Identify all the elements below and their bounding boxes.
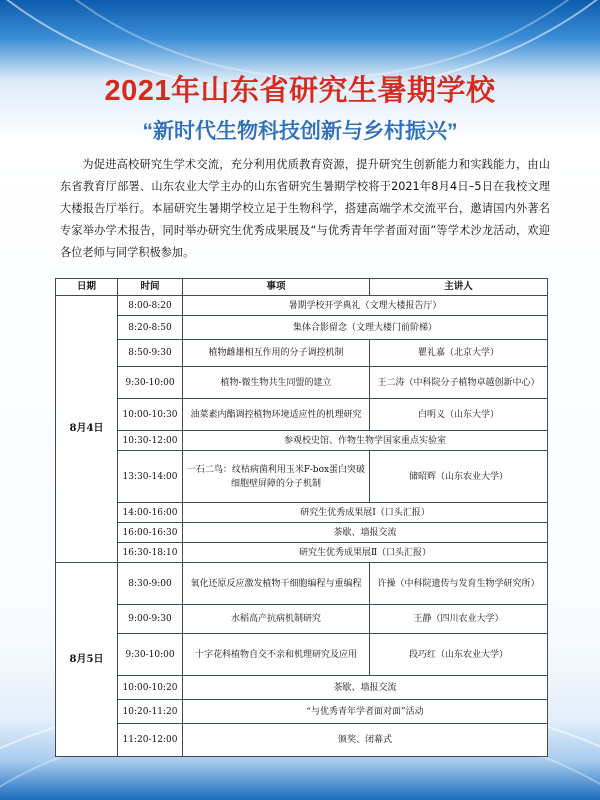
row-time: 14:00-16:00: [118, 503, 183, 523]
row-time: 10:30-12:00: [118, 431, 183, 451]
row-time: 9:30-10:00: [118, 367, 183, 399]
table-row: [56, 523, 548, 543]
table-row: [56, 563, 548, 605]
header-speaker: 主讲人: [370, 279, 548, 296]
table-row: [56, 634, 548, 676]
row-time: 16:30-18:10: [118, 543, 183, 563]
row-time: 9:00-9:30: [118, 605, 183, 634]
table-row: [56, 399, 548, 431]
row-time: 10:00-10:20: [118, 676, 183, 700]
schedule-table: [55, 278, 548, 757]
table-row: [56, 431, 548, 451]
row-event: 集体合影留念（文理大楼门前阶梯）: [183, 316, 548, 340]
row-speaker: 王二涛（中科院分子植物卓越创新中心）: [370, 367, 548, 399]
row-event: 植物雌雄相互作用的分子调控机制: [183, 340, 370, 367]
table-row: [56, 451, 548, 503]
table-row: [56, 700, 548, 724]
header-event: 事项: [183, 279, 370, 296]
intro-paragraph: 为促进高校研究生学术交流，充分利用优质教育资源，提升研究生创新能力和实践能力，由山东省教育厅部署、山东农业大学主办的山东省研究生暑期学校将于2021年8月4日–5日在我校文理大楼报告厅举行。本届研究生暑期学校立足于生物科学，搭建高端学术交流平台，邀请国内外著名专家举办学术报告，同时举办研究生优秀成果展及“与优秀青年学者面对面”等学术沙龙活动，欢迎各位老师与同学积极参加。: [60, 158, 550, 259]
row-event: 氧化还原反应激发植物干细胞编程与重编程: [183, 563, 370, 605]
table-row: [56, 503, 548, 523]
row-time: 11:20-12:00: [118, 724, 183, 757]
row-time: 9:30-10:00: [118, 634, 183, 676]
page-title: 2021年山东省研究生暑期学校: [104, 75, 496, 107]
day2-date: 8月5日: [56, 563, 118, 757]
row-event: 水稻高产抗病机制研究: [183, 605, 370, 634]
table-header-row: [56, 279, 548, 296]
row-speaker: 王静（四川农业大学）: [370, 605, 548, 634]
row-event: 一石二鸟：纹枯病菌利用玉米F-box蛋白突破细胞壁屏障的分子机制: [183, 451, 370, 503]
page-subtitle: “新时代生物科技创新与乡村振兴”: [142, 120, 458, 143]
table-row: [56, 676, 548, 700]
row-event: 茶歇、墙报交流: [183, 523, 548, 543]
row-time: 10:00-10:30: [118, 399, 183, 431]
row-time: 8:50-9:30: [118, 340, 183, 367]
row-event: 研究生优秀成果展Ⅱ（口头汇报）: [183, 543, 548, 563]
row-event: 颁奖、闭幕式: [183, 724, 548, 757]
row-event: 参观校史馆、作物生物学国家重点实验室: [183, 431, 548, 451]
row-event: 油菜素内酯调控植物环境适应性的机理研究: [183, 399, 370, 431]
table-row: [56, 340, 548, 367]
day1-date: 8月4日: [56, 296, 118, 563]
row-speaker: 瞿礼嘉（北京大学）: [370, 340, 548, 367]
row-time: 13:30-14:00: [118, 451, 183, 503]
row-time: 10:20-11:20: [118, 700, 183, 724]
header-time: 时间: [118, 279, 183, 296]
table-row: [56, 296, 548, 316]
table-row: [56, 316, 548, 340]
table-row: [56, 543, 548, 563]
table-row: [56, 605, 548, 634]
row-event: 植物-微生物共生同盟的建立: [183, 367, 370, 399]
row-speaker: 段巧红（山东农业大学）: [370, 634, 548, 676]
table-row: [56, 367, 548, 399]
row-time: 16:00-16:30: [118, 523, 183, 543]
row-event: “与优秀青年学者面对面”活动: [183, 700, 548, 724]
row-event: 茶歇、墙报交流: [183, 676, 548, 700]
row-event: 暑期学校开学典礼（文理大楼报告厅）: [183, 296, 548, 316]
row-time: 8:20-8:50: [118, 316, 183, 340]
header-date: 日期: [56, 279, 118, 296]
table-row: [56, 724, 548, 757]
row-speaker: 许操（中科院遗传与发育生物学研究所）: [370, 563, 548, 605]
row-time: 8:00-8:20: [118, 296, 183, 316]
row-speaker: 储昭辉（山东农业大学）: [370, 451, 548, 503]
row-event: 研究生优秀成果展Ⅰ（口头汇报）: [183, 503, 548, 523]
row-speaker: 白明义（山东大学）: [370, 399, 548, 431]
row-time: 8:30-9:00: [118, 563, 183, 605]
row-event: 十字花科植物自交不亲和机理研究及应用: [183, 634, 370, 676]
